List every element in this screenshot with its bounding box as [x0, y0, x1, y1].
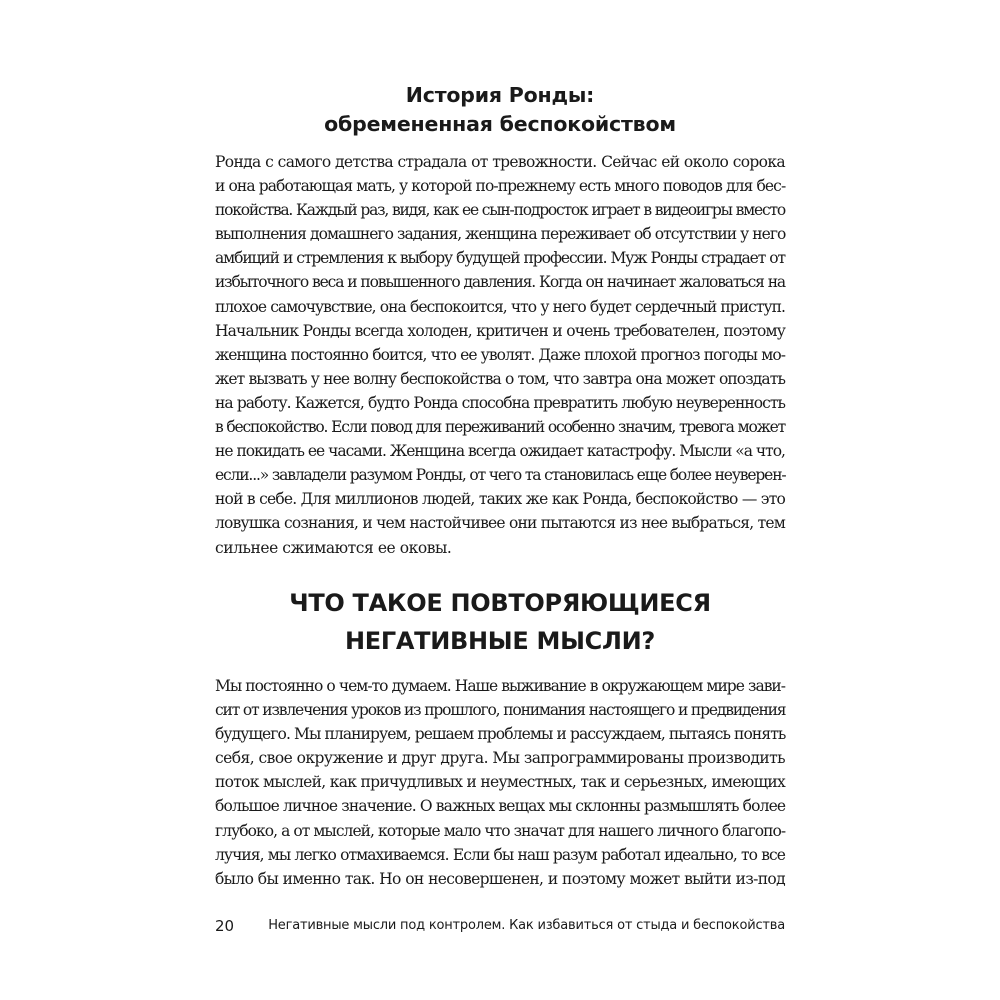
text-line: избыточного веса и повышенного давления. Когда он начинает жаловаться на	[215, 273, 785, 292]
text-line: лучия, мы легко отмахиваемся. Если бы наш разум работал идеально, то все	[215, 845, 785, 864]
book-page	[215, 0, 785, 1000]
text-line: жет вызвать у нее волну беспокойства о том, что завтра она может опоздать	[215, 369, 785, 388]
text-line: сильнее сжимаются ее оковы.	[215, 538, 452, 557]
running-title: Негативные мысли под контролем. Как избавиться от стыда и беспокойства	[268, 918, 785, 933]
section-paragraph	[215, 674, 785, 891]
text-line: будущего. Мы планируем, решаем проблемы и рассуждаем, пытаясь понять	[215, 725, 786, 744]
page-number: 20	[215, 917, 235, 935]
text-line: на работу. Кажется, будто Ронда способна превратить любую неуверенность	[215, 393, 785, 412]
text-line: Ронда с самого детства страдала от тревожности. Сейчас ей около сорока	[215, 153, 785, 171]
text-line: Начальник Ронды всегда холоден, критичен и очень требователен, поэтому	[215, 321, 785, 340]
story-heading-line-2: обремененная беспокойством	[324, 112, 676, 136]
text-line: ловушка сознания, и чем настойчивее они пытаются из нее выбраться, тем	[215, 514, 785, 533]
story-heading	[215, 81, 785, 139]
page-footer	[215, 914, 785, 938]
text-line: себя, свое окружение и друг друга. Мы запрограммированы производить	[215, 749, 786, 768]
section-heading-line-1: ЧТО ТАКОЕ ПОВТОРЯЮЩИЕСЯ	[289, 589, 711, 617]
text-line: выполнения домашнего задания, женщина переживает об отсутствии у него	[215, 225, 786, 244]
story-paragraph	[215, 150, 785, 560]
text-line: амбиций и стремления к выбору будущей профессии. Муж Ронды страдает от	[215, 249, 785, 268]
text-line: если...» завладели разумом Ронды, от чего та становилась еще более неуверен-	[215, 466, 786, 485]
text-line: поток мыслей, как причудливых и неуместных, так и серьезных, имеющих	[215, 773, 785, 792]
text-line: было бы именно так. Но он несовершенен, и поэтому может выйти из-под	[215, 869, 785, 888]
text-line: покойства. Каждый раз, видя, как ее сын-подросток играет в видеоигры вместо	[215, 201, 785, 220]
section-heading-line-2: НЕГАТИВНЫЕ МЫСЛИ?	[344, 627, 655, 655]
text-line: женщина постоянно боится, что ее уволят. Даже плохой прогноз погоды мо-	[215, 345, 785, 364]
text-line: плохое самочувствие, она беспокоится, что у него будет сердечный приступ.	[215, 297, 785, 316]
text-line: Мы постоянно о чем-то думаем. Наше выживание в окружающем мире зави-	[215, 677, 785, 695]
text-line: в беспокойство. Если повод для переживаний особенно значим, тревога может	[215, 418, 785, 437]
text-line: не покидать ее часами. Женщина всегда ожидает катастрофу. Мысли «а что,	[215, 442, 785, 461]
section-heading	[215, 584, 785, 660]
story-heading-line-1: История Ронды:	[405, 83, 595, 107]
text-line: большое личное значение. О важных вещах мы склонны размышлять более	[215, 797, 786, 816]
text-line: и она работающая мать, у которой по-прежнему есть много поводов для бес-	[215, 177, 786, 196]
text-line: глубоко, а от мыслей, которые мало что значат для нашего личного благопо-	[215, 821, 786, 840]
text-line: ной в себе. Для миллионов людей, таких же как Ронда, беспокойство — это	[215, 490, 785, 509]
text-line: сит от извлечения уроков из прошлого, понимания настоящего и предвидения	[215, 701, 786, 720]
